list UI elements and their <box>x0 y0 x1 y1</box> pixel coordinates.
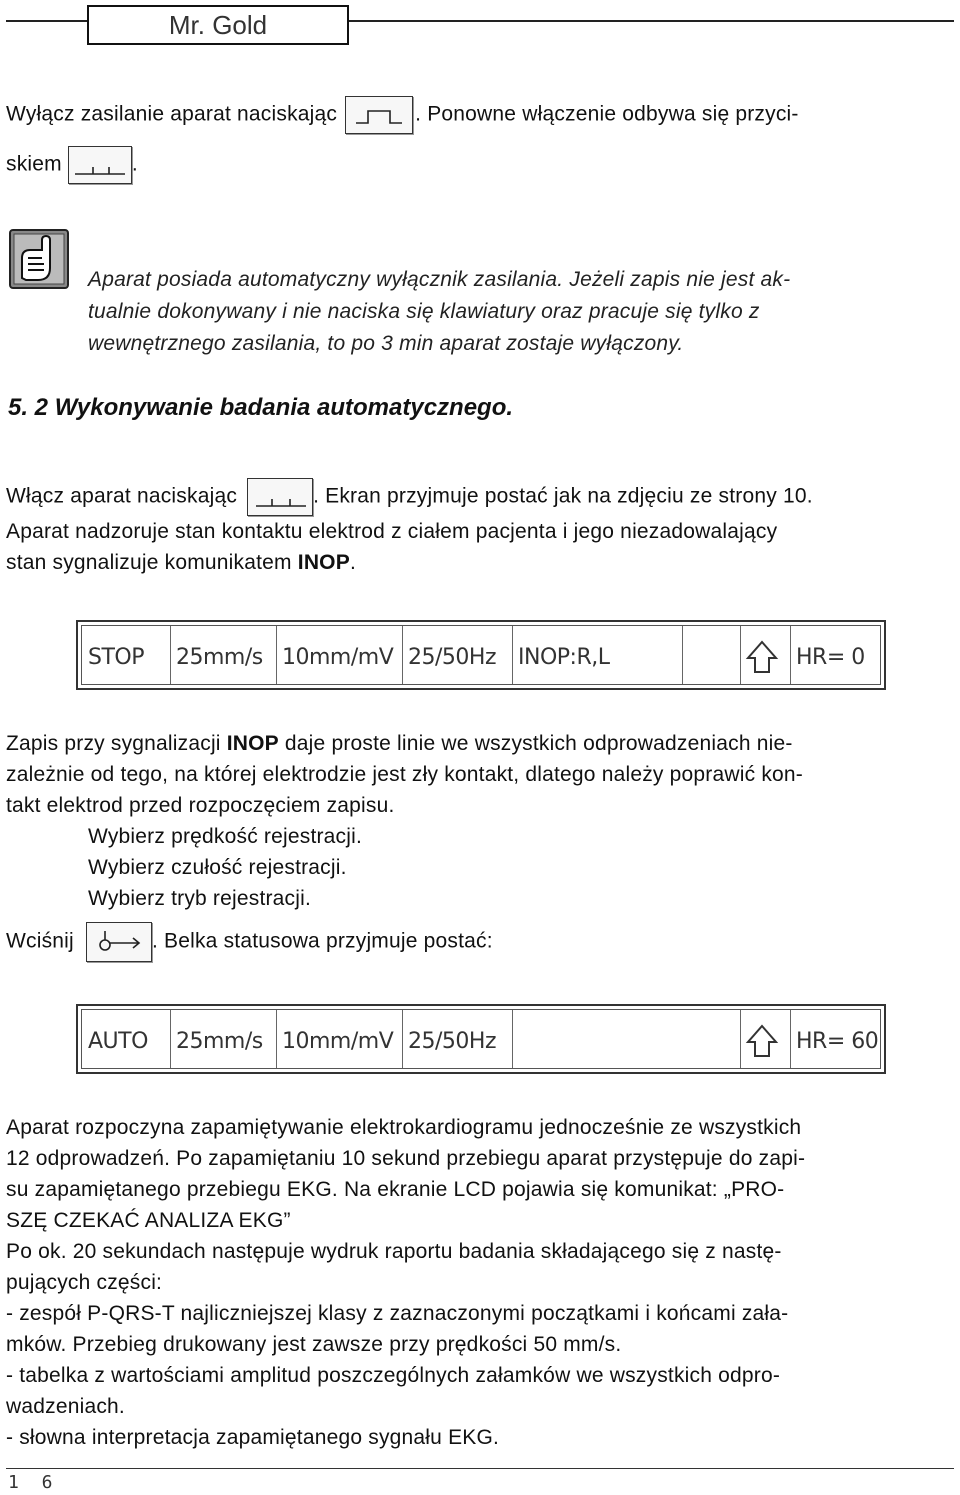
step-speed: Wybierz prędkość rejestracji. <box>88 825 363 848</box>
power-on-key[interactable] <box>68 146 132 184</box>
status-bar-auto <box>76 1004 886 1074</box>
result-line: pujących części: <box>6 1271 163 1294</box>
result-line: SZĘ CZEKAĆ ANALIZA EKG” <box>6 1209 291 1232</box>
zapis-line-1 <box>6 728 956 759</box>
intro-text: Włącz aparat naciskając <box>6 484 238 508</box>
step-sensitivity: Wybierz czułość rejestracji. <box>88 856 347 879</box>
intro-text-tail: . <box>349 551 356 574</box>
result-line: wadzeniach. <box>6 1395 125 1418</box>
pointing-hand-icon <box>8 228 70 290</box>
status-heart-rate: HR= 0 <box>796 645 865 670</box>
result-line: Po ok. 20 sekundach następuje wydruk raportu badania składającego się z nastę- <box>6 1240 782 1263</box>
power-on-key[interactable] <box>247 478 313 516</box>
intro-text-tail: . Ekran przyjmuje postać jak na zdjęciu ze strony 10. <box>313 484 813 508</box>
status-heart-rate: HR= 60 <box>796 1029 879 1054</box>
note-line: tualnie dokonywany i nie naciska się klawiatury oraz pracuje się tylko z <box>88 300 760 323</box>
auto-off-note <box>88 264 958 360</box>
step-mode: Wybierz tryb rejestracji. <box>88 887 312 910</box>
intro-text: stan sygnalizuje komunikatem <box>6 551 298 574</box>
intro-line-2: Aparat nadzoruje stan kontaktu elektrod z ciałem pacjenta i jego niezadowalający <box>6 520 778 543</box>
power-off-key[interactable] <box>345 96 413 134</box>
status-speed: 25mm/s <box>176 1029 263 1054</box>
result-line: su zapamiętanego przebiegu EKG. Na ekranie LCD pojawia się komunikat: „PRO- <box>6 1178 785 1201</box>
status-blank <box>682 626 740 684</box>
shift-up-arrow-icon <box>740 626 790 684</box>
power-on-line <box>6 146 406 184</box>
header-title: Mr. Gold <box>87 5 349 45</box>
result-line: - zespół P-QRS-T najliczniejszej klasy z zaznaczonymi początkami i końcami zała- <box>6 1302 789 1325</box>
result-text <box>6 1112 958 1453</box>
intro-line-3 <box>6 547 956 578</box>
status-filter: 25/50Hz <box>408 645 496 670</box>
result-line: - tabelka z wartościami amplitud poszczególnych załamków we wszystkich odpro- <box>6 1364 781 1387</box>
power-off-line <box>6 96 956 134</box>
result-line: Aparat rozpoczyna zapamiętywanie elektrokardiogramu jednocześnie ze wszystkich <box>6 1116 802 1139</box>
status-mode: AUTO <box>88 1029 148 1054</box>
power-off-text: Wyłącz zasilanie aparat naciskając <box>6 102 338 126</box>
inop-label: INOP <box>297 551 350 574</box>
status-sensitivity: 10mm/mV <box>282 645 394 670</box>
status-filter: 25/50Hz <box>408 1029 496 1054</box>
shift-up-arrow-icon <box>740 1010 790 1068</box>
power-off-text-tail: . Ponowne włączenie odbywa się przyci- <box>415 102 799 126</box>
press-text: Wciśnij <box>6 929 74 953</box>
status-inop: INOP:R,L <box>518 645 610 670</box>
section-heading: 5. 2 Wykonywanie badania automatycznego. <box>8 394 514 421</box>
intro-line-1 <box>6 478 956 516</box>
power-on-text-tail: . <box>131 152 138 176</box>
result-line: mków. Przebieg drukowany jest zawsze przy prędkości 50 mm/s. <box>6 1333 622 1356</box>
inop-label: INOP <box>226 732 279 755</box>
note-line: wewnętrznego zasilania, to po 3 min aparat zostaje wyłączony. <box>88 332 684 355</box>
status-sensitivity: 10mm/mV <box>282 1029 394 1054</box>
power-on-key-icon <box>248 479 312 515</box>
zapis-text: daje proste linie we wszystkich odprowadzeniach nie- <box>278 732 793 755</box>
power-on-text: skiem <box>6 152 62 176</box>
zapis-line-3: takt elektrod przed rozpoczęciem zapisu. <box>6 794 395 817</box>
press-line <box>6 922 956 962</box>
zapis-line-2: zależnie od tego, na której elektrodzie jest zły kontakt, dlatego należy poprawić kon- <box>6 763 803 786</box>
status-bar-stop <box>76 620 886 690</box>
status-mode: STOP <box>88 645 144 670</box>
page-number: 1 6 <box>8 1472 59 1493</box>
result-line: 12 odprowadzeń. Po zapamiętaniu 10 sekund przebiegu aparat przystępuje do zapi- <box>6 1147 806 1170</box>
zapis-text: Zapis przy sygnalizacji <box>6 732 227 755</box>
note-line: Aparat posiada automatyczny wyłącznik zasilania. Jeżeli zapis nie jest ak- <box>88 268 791 291</box>
status-speed: 25mm/s <box>176 645 263 670</box>
power-off-key-icon <box>346 97 412 133</box>
start-record-key[interactable] <box>86 922 152 962</box>
press-text-tail: . Belka statusowa przyjmuje postać: <box>151 929 493 953</box>
result-line: - słowna interpretacja zapamiętanego sygnału EKG. <box>6 1426 500 1449</box>
record-arrow-icon <box>87 923 151 961</box>
power-on-key-icon <box>69 147 131 183</box>
footer-rule <box>6 1468 954 1469</box>
